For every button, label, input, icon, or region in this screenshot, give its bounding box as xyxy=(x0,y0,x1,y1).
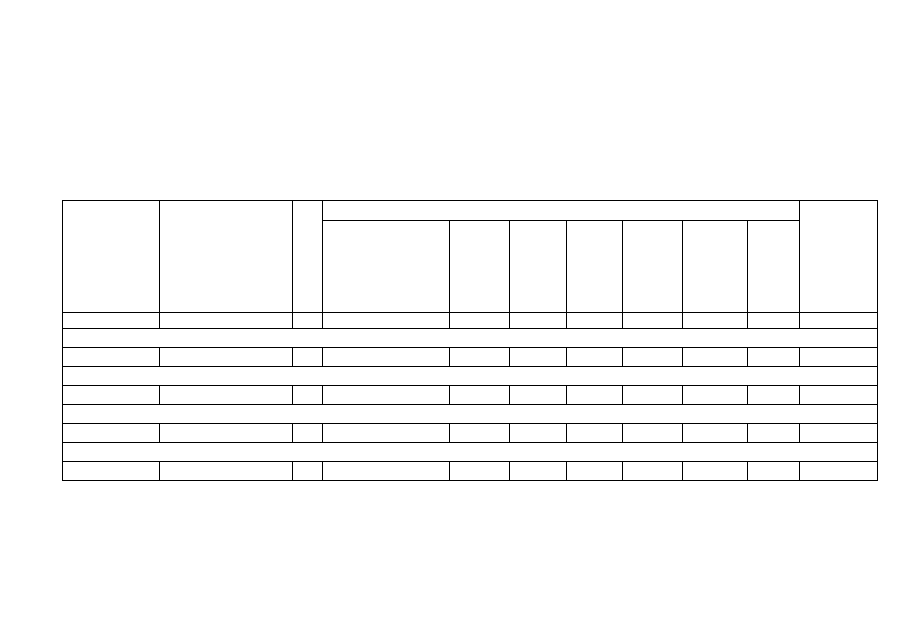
table-cell xyxy=(748,386,800,405)
table-cell xyxy=(510,424,567,443)
table-cell xyxy=(63,348,160,367)
table-row xyxy=(63,424,878,443)
table-cell xyxy=(683,348,748,367)
table-cell xyxy=(567,424,623,443)
table-row xyxy=(63,462,878,481)
col-header-10 xyxy=(748,221,800,313)
table-cell xyxy=(800,424,878,443)
table-row xyxy=(63,386,878,405)
data-table xyxy=(62,200,878,481)
table-row xyxy=(63,348,878,367)
number-cell xyxy=(63,313,160,329)
col-header-11 xyxy=(800,201,878,313)
col-header-1 xyxy=(63,201,160,313)
table-cell xyxy=(567,348,623,367)
number-cell xyxy=(323,313,450,329)
table-cell xyxy=(450,462,510,481)
table-cell xyxy=(683,386,748,405)
table-cell xyxy=(323,462,450,481)
number-cell xyxy=(683,313,748,329)
number-cell xyxy=(748,313,800,329)
table-cell xyxy=(623,424,683,443)
section-label xyxy=(63,405,878,424)
numbering-row xyxy=(63,313,878,329)
section-label xyxy=(63,367,878,386)
table-cell xyxy=(800,348,878,367)
table-cell xyxy=(323,348,450,367)
table-cell xyxy=(748,424,800,443)
number-cell xyxy=(800,313,878,329)
table-cell xyxy=(510,386,567,405)
col-header-3 xyxy=(293,201,323,313)
number-cell xyxy=(293,313,323,329)
table-cell xyxy=(293,348,323,367)
col-header-4 xyxy=(323,221,450,313)
table-cell xyxy=(567,462,623,481)
table-cell xyxy=(160,424,293,443)
table-cell xyxy=(800,386,878,405)
table-cell xyxy=(450,348,510,367)
table-cell xyxy=(623,462,683,481)
table-cell xyxy=(450,424,510,443)
table-cell xyxy=(510,462,567,481)
col-header-2 xyxy=(160,201,293,313)
table-cell xyxy=(567,386,623,405)
section-label xyxy=(63,329,878,348)
table-cell xyxy=(683,424,748,443)
number-cell xyxy=(160,313,293,329)
number-cell xyxy=(567,313,623,329)
number-cell xyxy=(510,313,567,329)
col-header-6 xyxy=(510,221,567,313)
number-cell xyxy=(450,313,510,329)
col-header-9 xyxy=(683,221,748,313)
table-cell xyxy=(160,348,293,367)
table-cell xyxy=(623,386,683,405)
col-header-5 xyxy=(450,221,510,313)
table-cell xyxy=(510,348,567,367)
table-cell xyxy=(323,386,450,405)
group-header xyxy=(323,201,800,221)
table-cell xyxy=(63,386,160,405)
section-label xyxy=(63,443,878,462)
table-cell xyxy=(160,386,293,405)
col-header-8 xyxy=(623,221,683,313)
table-cell xyxy=(293,424,323,443)
table-cell xyxy=(160,462,293,481)
table-cell xyxy=(748,348,800,367)
table-cell xyxy=(748,462,800,481)
number-cell xyxy=(623,313,683,329)
table-cell xyxy=(293,386,323,405)
table-cell xyxy=(323,424,450,443)
table-cell xyxy=(683,462,748,481)
table-cell xyxy=(800,462,878,481)
col-header-7 xyxy=(567,221,623,313)
table-cell xyxy=(63,462,160,481)
table-cell xyxy=(293,462,323,481)
table-cell xyxy=(63,424,160,443)
table-cell xyxy=(623,348,683,367)
table-cell xyxy=(450,386,510,405)
